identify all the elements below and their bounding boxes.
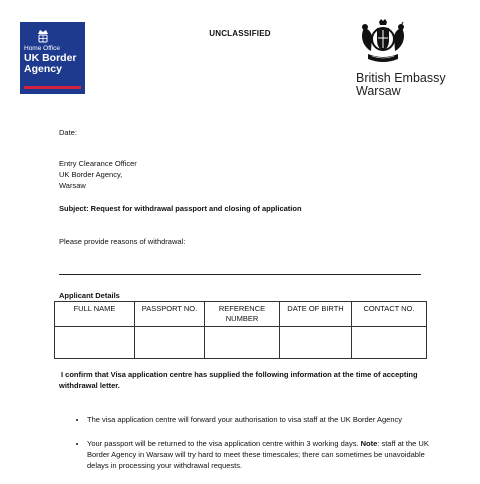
logo-line-uk-border: UK Border [24, 52, 77, 64]
contact-no-cell[interactable] [352, 327, 427, 359]
embassy-header [356, 18, 466, 98]
info-point-2-rest: : staff at the UK Border Agency in Warsaw will try hard to meet these timescales; there can sometimes be unavoidable delays in processing your withdrawal requests. [87, 439, 429, 470]
subject-line: Subject: Request for withdrawal passport and closing of application [59, 204, 302, 213]
table-row [55, 327, 427, 359]
address-line-2: UK Border Agency, [59, 170, 123, 179]
column-header-contact-no: CONTACT NO. [352, 302, 427, 327]
crown-crest-icon [36, 28, 50, 44]
confirmation-statement: I confirm that Visa application centre has supplied the following information at the time of accepting withdrawal letter. [59, 370, 418, 390]
list-item [87, 414, 447, 425]
reference-number-cell[interactable] [205, 327, 280, 359]
recipient-address [59, 158, 137, 191]
info-point-2-lead: Your passport will be returned to the visa application centre within 3 working days. [87, 439, 361, 448]
applicant-details-heading: Applicant Details [59, 291, 120, 300]
embassy-line-1: British Embassy [356, 71, 446, 85]
logo-home-office: Home Office [24, 45, 61, 52]
embassy-line-2: Warsaw [356, 84, 401, 98]
column-header-passport-no: PASSPORT NO. [135, 302, 205, 327]
list-item [87, 438, 447, 471]
applicant-details-table [54, 301, 427, 359]
info-point-2-note: Note [360, 439, 378, 448]
column-header-full-name: FULL NAME [55, 302, 135, 327]
address-line-1: Entry Clearance Officer [59, 159, 137, 168]
ukba-logo [20, 22, 85, 94]
logo-red-stripe [24, 86, 81, 89]
column-header-date-of-birth: DATE OF BIRTH [280, 302, 352, 327]
full-name-cell[interactable] [55, 327, 135, 359]
passport-no-cell[interactable] [135, 327, 205, 359]
embassy-name [356, 72, 466, 98]
classification-marking: UNCLASSIFIED [209, 29, 271, 38]
logo-agency-name [24, 53, 77, 75]
date-label: Date: [59, 128, 77, 137]
royal-coat-of-arms-icon [358, 18, 408, 66]
date-of-birth-cell[interactable] [280, 327, 352, 359]
information-list [59, 414, 447, 484]
reasons-answer-line[interactable] [59, 274, 421, 275]
reasons-prompt: Please provide reasons of withdrawal: [59, 237, 186, 246]
column-header-reference-number: REFERENCE NUMBER [205, 302, 280, 327]
table-header-row [55, 302, 427, 327]
info-point-1-text: The visa application centre will forward your authorisation to visa staff at the UK Border Agency [87, 415, 403, 424]
logo-line-agency: Agency [24, 63, 62, 75]
address-line-3: Warsaw [59, 181, 86, 190]
